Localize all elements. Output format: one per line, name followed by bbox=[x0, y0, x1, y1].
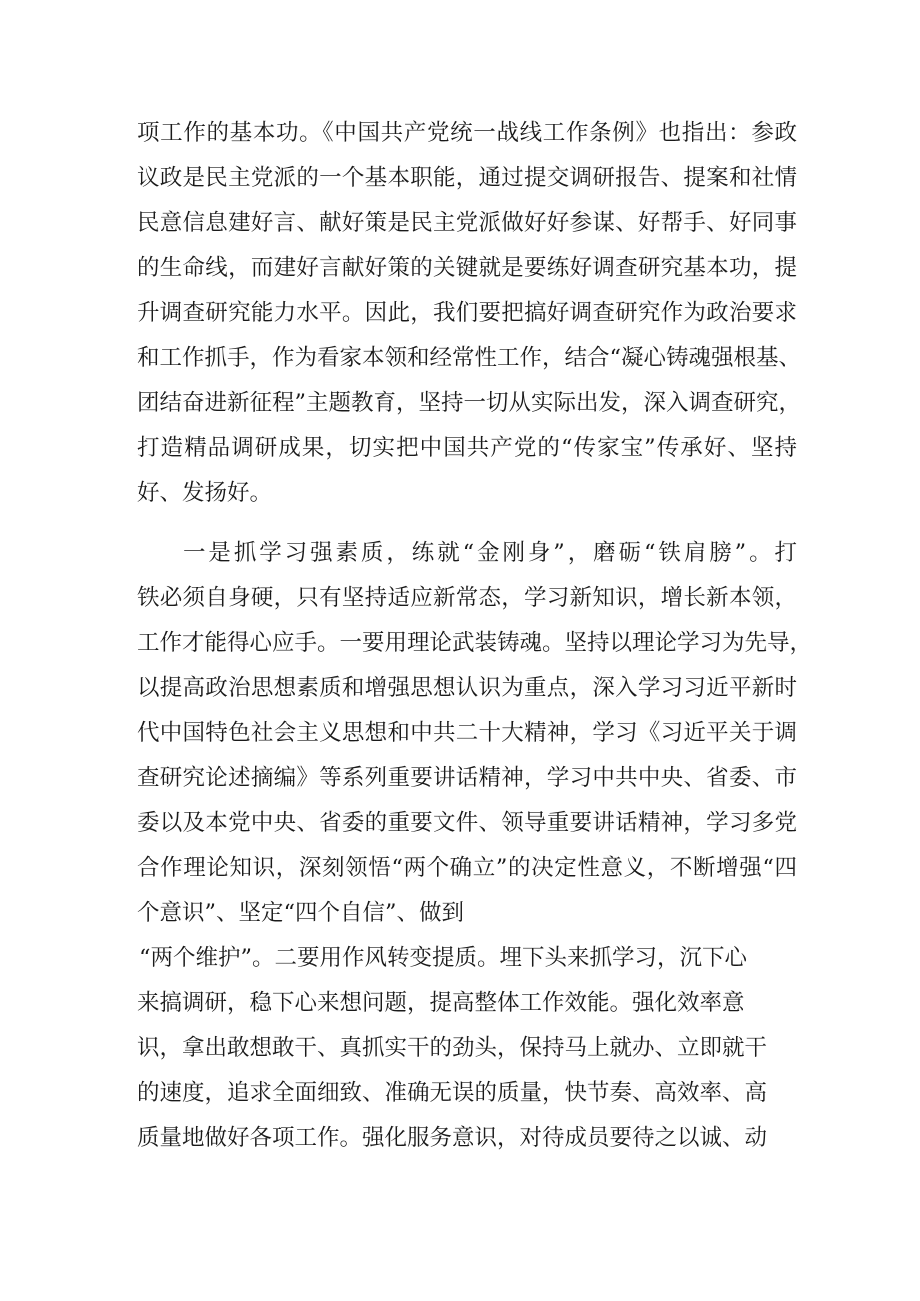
paragraph-2-line-12: 识，拿出敢想敢干、真抓实干的劲头，保持马上就办、立即就干 bbox=[137, 1035, 768, 1061]
paragraph-2-line-4: 以提高政治思想素质和增强思想认识为重点，深入学习习近平新时 bbox=[137, 675, 797, 701]
paragraph-1-line-5: 升调查研究能力水平。因此，我们要把搞好调查研究作为政治要求 bbox=[137, 300, 797, 326]
paragraph-1-line-9: 好、发扬好。 bbox=[137, 480, 273, 506]
paragraph-1-line-3: 民意信息建好言、献好策是民主党派做好好参谋、好帮手、好同事 bbox=[137, 210, 797, 236]
paragraph-2-line-8: 合作理论知识，深刻领悟“两个确立”的决定性意义，不断增强“四 bbox=[137, 855, 797, 881]
paragraph-2-line-2: 铁必须自身硬，只有坚持适应新常态，学习新知识，增长新本领， bbox=[137, 585, 797, 611]
paragraph-2-line-5: 代中国特色社会主义思想和中共二十大精神，学习《习近平关于调 bbox=[137, 720, 797, 746]
paragraph-2-line-11: 来搞调研，稳下心来想问题，提高整体工作效能。强化效率意 bbox=[137, 990, 745, 1016]
paragraph-1-line-8: 打造精品调研成果，切实把中国共产党的“传家宝”传承好、坚持 bbox=[137, 435, 797, 461]
paragraph-1-line-4: 的生命线，而建好言献好策的关键就是要练好调查研究基本功，提 bbox=[137, 255, 797, 281]
paragraph-2-line-10: “两个维护”。二要用作风转变提质。埋下头来抓学习，沉下心 bbox=[139, 945, 748, 971]
paragraph-2-line-9: 个意识”、坚定“四个自信”、做到 bbox=[137, 900, 465, 926]
paragraph-2-line-3: 工作才能得心应手。一要用理论武装铸魂。坚持以理论学习为先导， bbox=[137, 630, 813, 656]
paragraph-2-line-13: 的速度，追求全面细致、准确无误的质量，快节奏、高效率、高 bbox=[137, 1080, 768, 1106]
paragraph-2-line-6: 查研究论述摘编》等系列重要讲话精神，学习中共中央、省委、市 bbox=[137, 765, 797, 791]
paragraph-2-line-1: 一是抓学习强素质，练就“金刚身”，磨砺“铁肩膀”。打 bbox=[183, 540, 797, 566]
paragraph-1-line-1: 项工作的基本功。《中国共产党统一战线工作条例》也指出：参政 bbox=[137, 120, 797, 146]
paragraph-1-line-7: 团结奋进新征程”主题教育，坚持一切从实际出发，深入调查研究， bbox=[137, 390, 802, 416]
paragraph-1-line-2: 议政是民主党派的一个基本职能，通过提交调研报告、提案和社情 bbox=[137, 165, 797, 191]
paragraph-2-line-7: 委以及本党中央、省委的重要文件、领导重要讲话精神，学习多党 bbox=[137, 810, 797, 836]
paragraph-2-line-14: 质量地做好各项工作。强化服务意识，对待成员要待之以诚、动 bbox=[137, 1125, 768, 1151]
paragraph-1-line-6: 和工作抓手，作为看家本领和经常性工作，结合“凝心铸魂强根基、 bbox=[137, 345, 802, 371]
